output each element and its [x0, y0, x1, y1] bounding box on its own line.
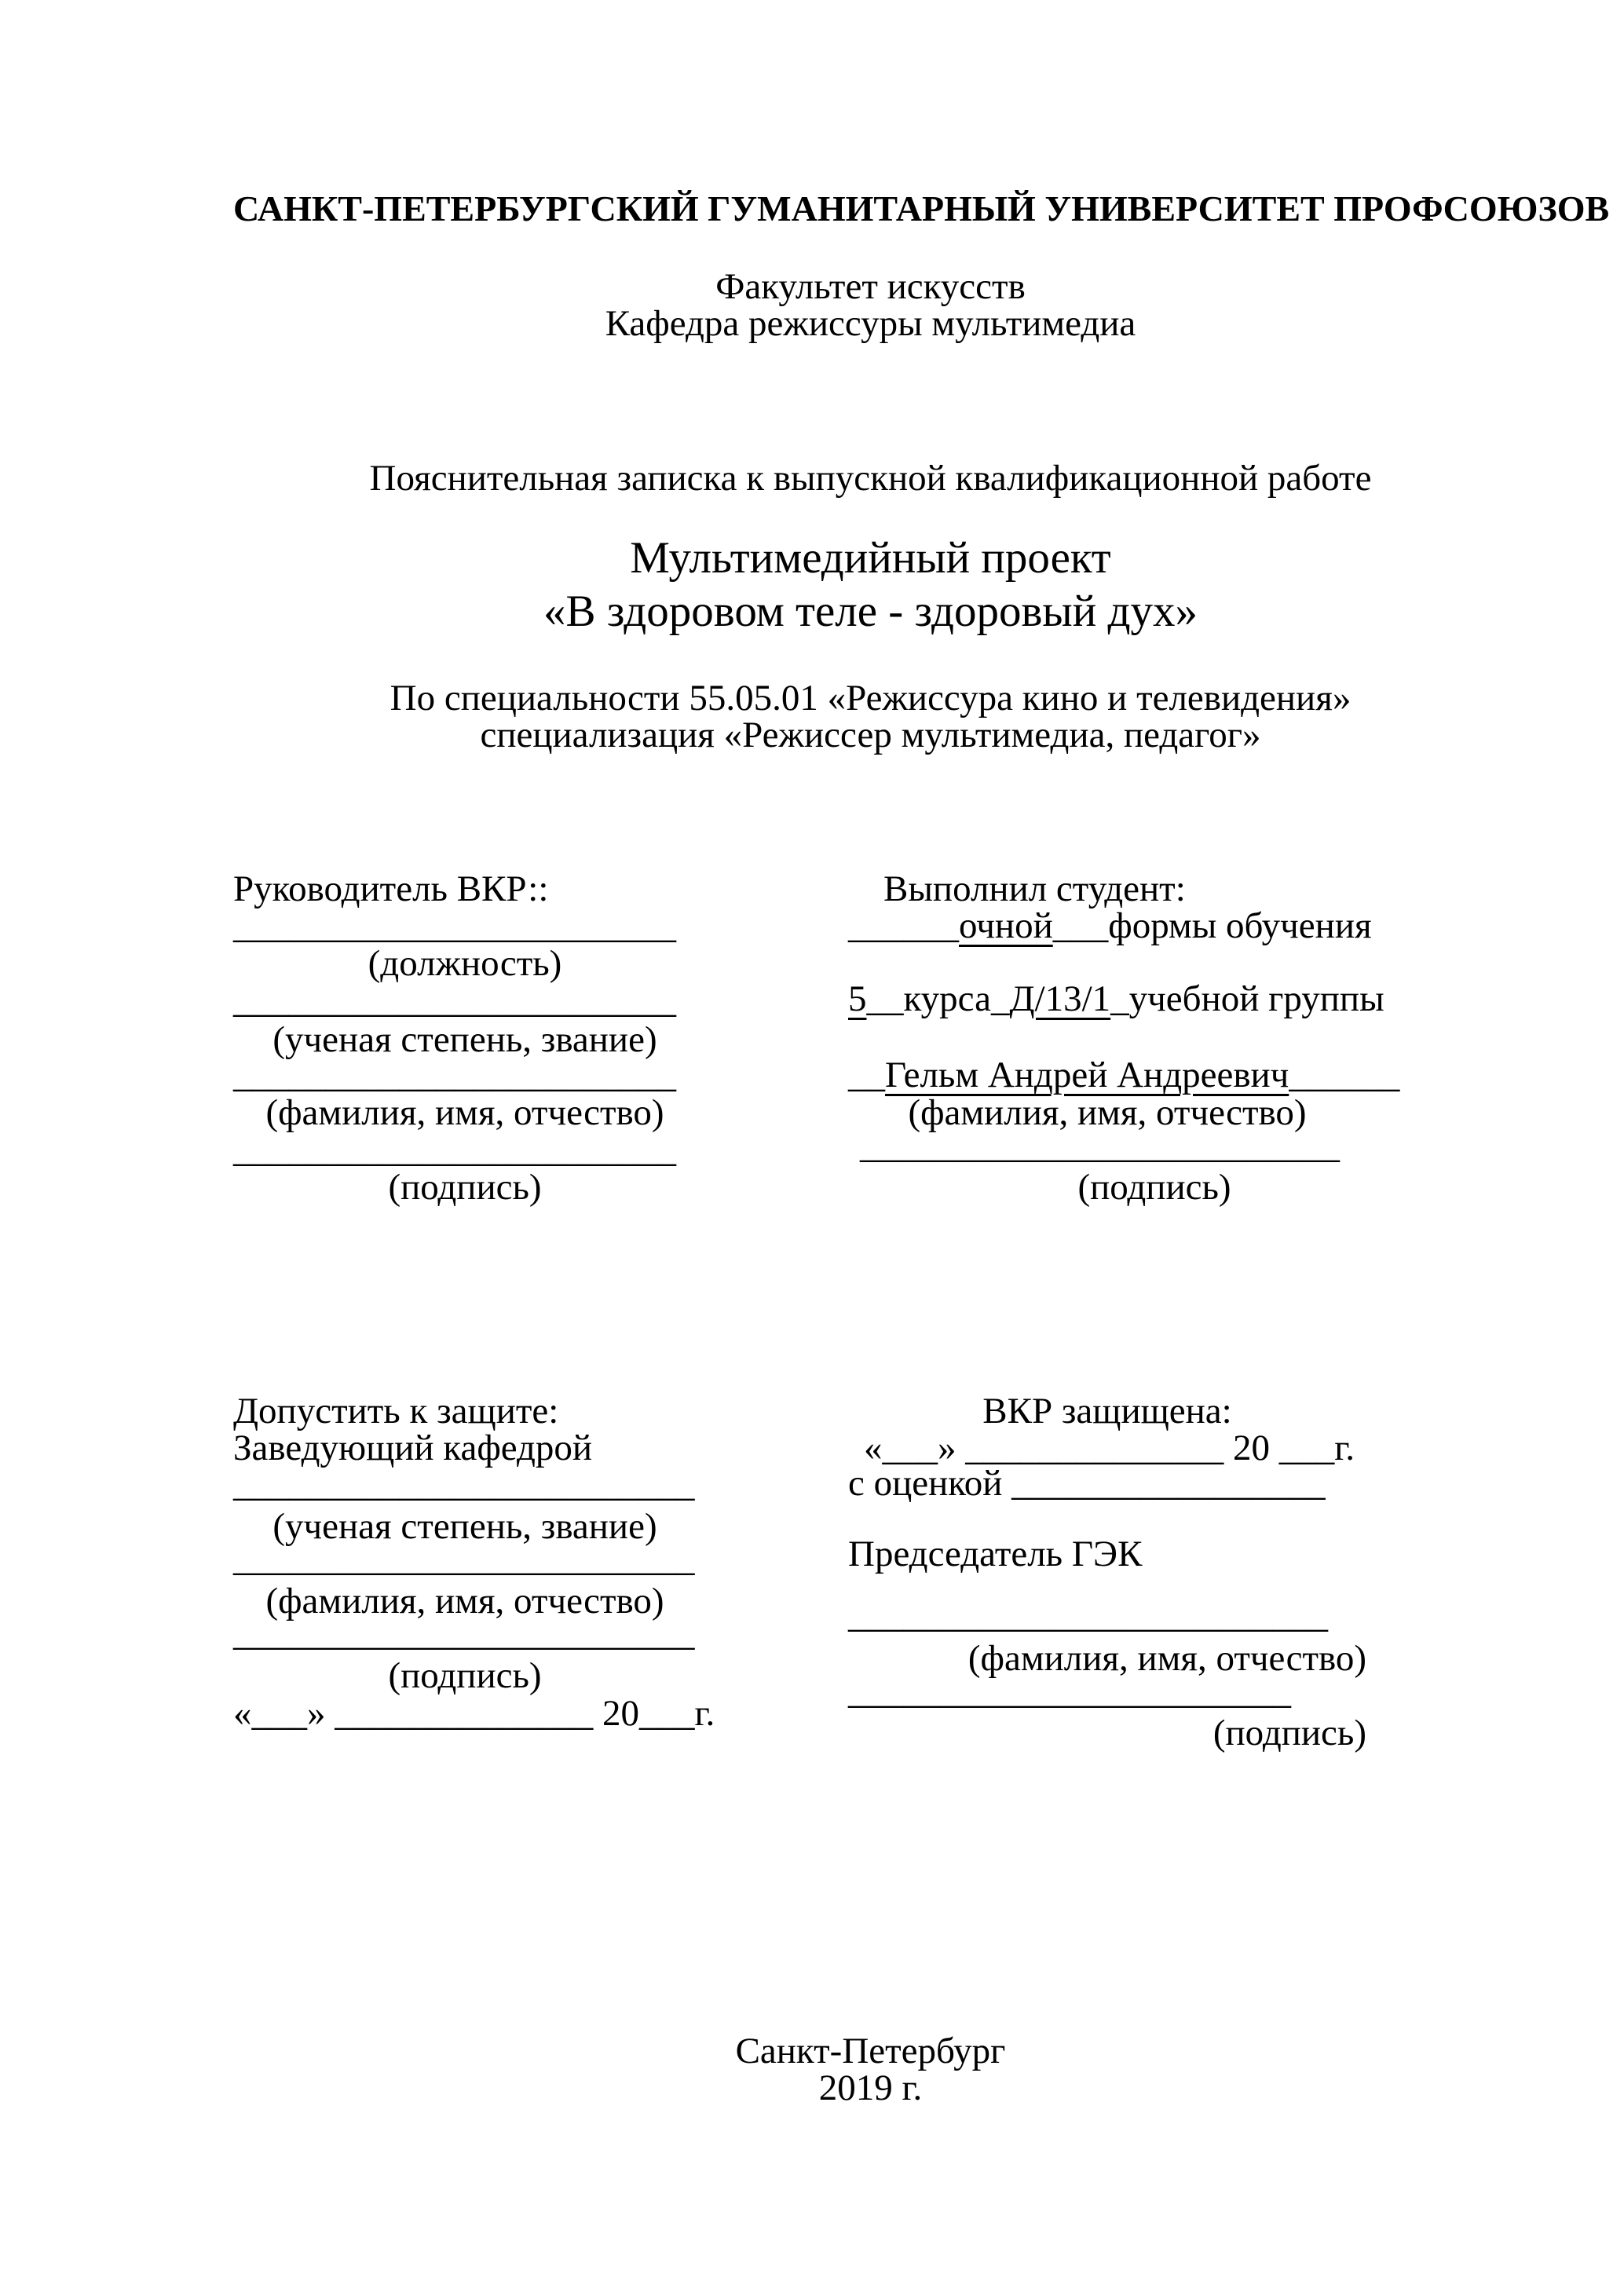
city-name: Санкт-Петербург — [735, 2031, 1006, 2071]
grade-line — [848, 1462, 1366, 1504]
defense-status-label: ВКР защищена: — [982, 1391, 1232, 1431]
student-signature-caption: (подпись) — [1077, 1167, 1231, 1208]
year-label: 2019 г. — [818, 2067, 923, 2108]
study-form-label: формы обучения — [1108, 905, 1372, 946]
supervisor-fio-blank-line: ________________________ — [233, 1055, 676, 1095]
supervisor-position-blank-line: ________________________ — [233, 905, 676, 946]
admission-signature-blank-line: _________________________ — [233, 1613, 695, 1654]
underscore-sep2: _ — [990, 978, 1010, 1019]
group-value: Д/13/1 — [1009, 978, 1111, 1019]
defense-date-line: «___» ______________ 20 ___г. — [864, 1428, 1355, 1468]
student-label: Выполнил студент: — [883, 868, 1186, 909]
chairman-signature-caption: (подпись) — [1213, 1713, 1366, 1753]
underscore-pre: __ — [848, 1055, 885, 1095]
group-label: учебной группы — [1128, 978, 1384, 1019]
grade-label: с оценкой — [848, 1463, 1003, 1504]
project-title-line1: Мультимедийный проект — [630, 533, 1111, 583]
caption-fio: (фамилия, имя, отчество) — [265, 1581, 664, 1621]
university-name: САНКТ-ПЕТЕРБУРГСКИЙ ГУМАНИТАРНЫЙ УНИВЕРСИТЕТ ПРОФСОЮЗОВ — [233, 188, 1610, 229]
student-fio-caption: (фамилия, имя, отчество) — [908, 1092, 1307, 1133]
caption-position: (должность) — [368, 943, 562, 984]
underscore-pre: ______ — [848, 905, 959, 946]
caption-degree: (ученая степень, звание) — [272, 1506, 657, 1547]
supervisor-signature-blank-line: ________________________ — [233, 1129, 676, 1170]
underscore-sep3: _ — [1110, 978, 1129, 1019]
head-of-department-label: Заведующий кафедрой — [233, 1428, 593, 1468]
supervisor-label: Руководитель ВКР:: — [233, 868, 549, 909]
supervisor-degree-blank-line: ________________________ — [233, 980, 676, 1021]
admission-degree-blank-line: _________________________ — [233, 1464, 695, 1504]
study-form-value: очной — [959, 905, 1053, 946]
study-form-line — [848, 905, 1372, 947]
underscore-sep1: __ — [866, 978, 904, 1019]
admission-date-line: «___» ______________ 20___г. — [233, 1693, 715, 1734]
project-title-line2: «В здоровом теле - здоровый дух» — [543, 587, 1198, 636]
caption-signature: (подпись) — [388, 1167, 542, 1208]
caption-signature: (подпись) — [388, 1655, 542, 1696]
course-word: курса — [903, 978, 991, 1019]
specialty-line: По специальности 55.05.01 «Режиссура кино и телевидения» — [390, 678, 1352, 718]
work-type-subtitle: Пояснительная записка к выпускной квалификационной работе — [369, 458, 1372, 499]
student-name-value: Гельм Андрей Андреевич — [885, 1055, 1289, 1095]
grade-blank-line: _________________ — [1011, 1463, 1326, 1504]
gek-chairman-label: Председатель ГЭК — [848, 1534, 1143, 1574]
specialization-line: специализация «Режиссер мультимедиа, педагог» — [480, 715, 1261, 755]
chairman-fio-caption: (фамилия, имя, отчество) — [967, 1638, 1366, 1679]
chairman-fio-blank-line: __________________________ — [848, 1595, 1328, 1636]
chairman-signature-blank-line: ________________________ — [848, 1671, 1291, 1712]
course-value: 5 — [848, 978, 867, 1019]
caption-fio: (фамилия, имя, отчество) — [265, 1092, 664, 1133]
underscore-mid: ___ — [1052, 905, 1109, 946]
course-group-line — [848, 978, 1384, 1020]
admission-fio-blank-line: _________________________ — [233, 1538, 695, 1579]
underscore-post: ______ — [1289, 1055, 1400, 1095]
student-signature-blank-line: __________________________ — [860, 1125, 1340, 1166]
admission-label: Допустить к защите: — [233, 1391, 559, 1431]
faculty-name: Факультет искусств — [715, 266, 1026, 307]
caption-degree: (ученая степень, звание) — [272, 1019, 657, 1060]
student-name-line — [848, 1054, 1400, 1096]
department-name: Кафедра режиссуры мультимедиа — [605, 303, 1136, 344]
